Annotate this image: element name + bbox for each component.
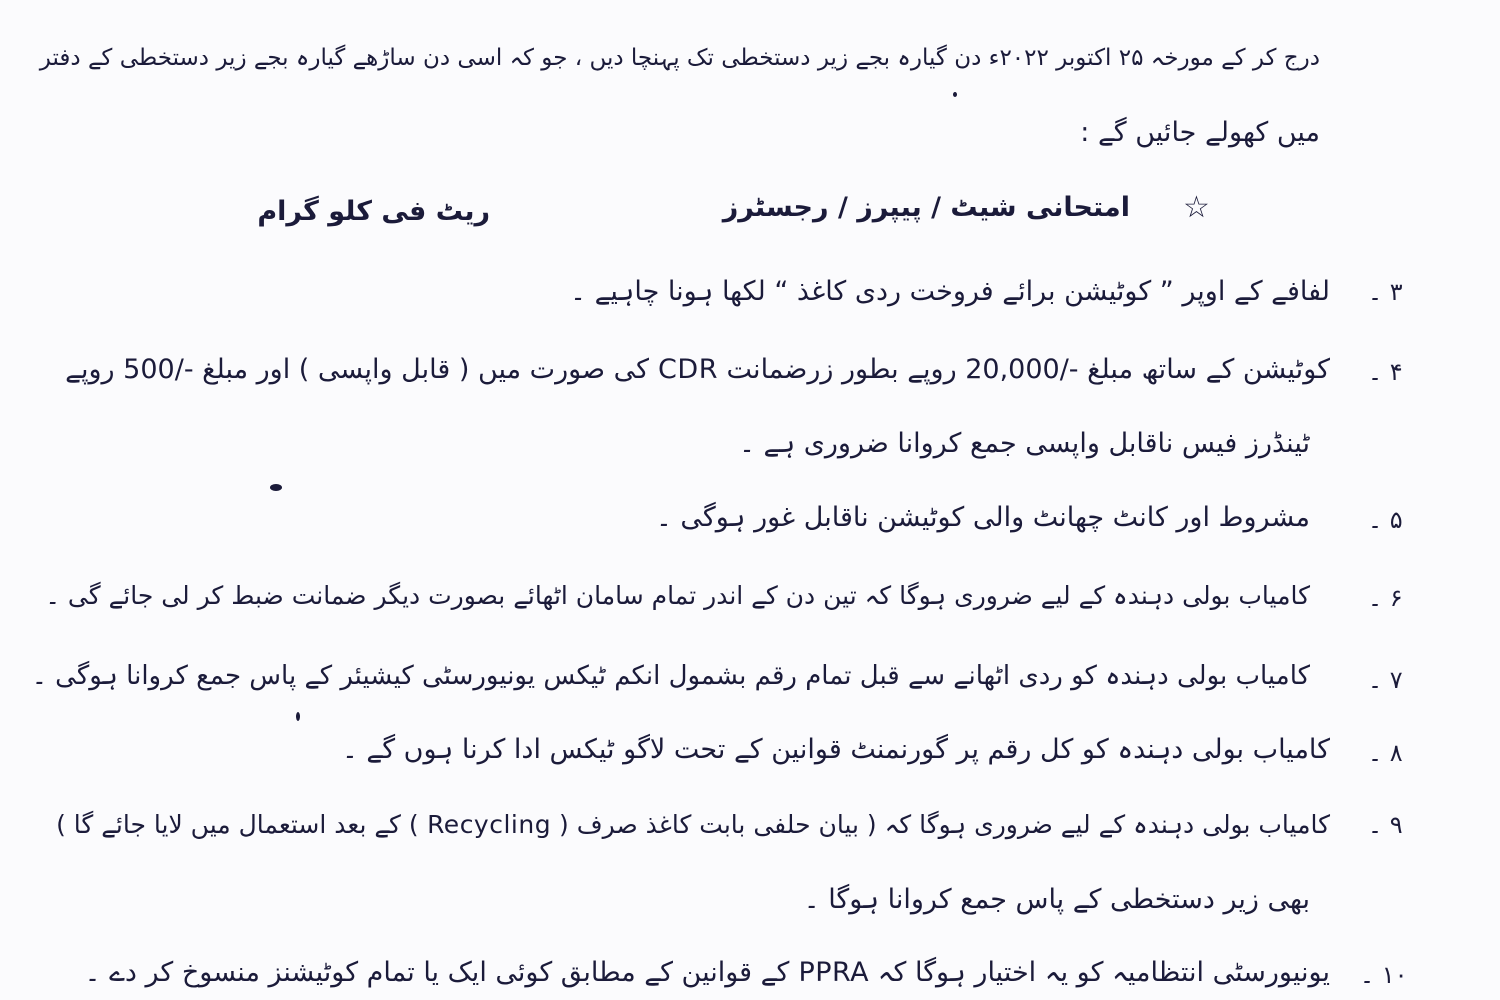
clause-number: ۷ ۔	[1368, 666, 1403, 694]
scan-speck	[270, 484, 282, 491]
rate-heading: ریٹ فی کلو گرام	[257, 196, 490, 227]
clause-3-line-1: لفافے کے اوپر ” کوٹیشن برائے فروخت ردی کاغذ “ لکھا ہونا چاہیے ۔	[570, 276, 1330, 307]
clause-number: ۳ ۔	[1368, 278, 1403, 306]
clause-number: ۴ ۔	[1368, 358, 1403, 386]
scan-speck	[296, 712, 300, 721]
clause-6-line-1: کامیاب بولی دہندہ کے لیے ضروری ہوگا کہ تین دن کے اندر تمام سامان اٹھائے بصورت دیگر ضمانت ضبط کر لی جائے گی ۔	[45, 581, 1310, 610]
clause-7-line-1: کامیاب بولی دہندہ کو ردی اٹھانے سے قبل تمام رقم بشمول انکم ٹیکس یونیورسٹی کیشیئر کے پاس جمع کروانا ہوگی ۔	[31, 661, 1310, 691]
clause-number: ۸ ۔	[1368, 739, 1403, 767]
item-heading: امتحانی شیٹ / پیپرز / رجسٹرز	[722, 192, 1130, 223]
star-icon: ☆	[1183, 190, 1210, 225]
intro-line-1: درج کر کے مورخہ ۲۵ اکتوبر ۲۰۲۲ء دن گیارہ بجے زیر دستخطی تک پہنچا دیں ، جو کہ اسی دن ساڑھے گیارہ بجے زیر دستخطی کے دفتر	[39, 45, 1320, 71]
clause-10-line-1: یونیورسٹی انتظامیہ کو یہ اختیار ہوگا کہ PPRA کے قوانین کے مطابق کوئی ایک یا تمام کوٹیشنز منسوخ کر دے ۔	[84, 957, 1330, 988]
clause-number: ۹ ۔	[1368, 811, 1403, 839]
clause-9-line-1: کامیاب بولی دہندہ کے لیے ضروری ہوگا کہ ( بیان حلفی بابت کاغذ صرف ( Recycling ) کے بعد استعمال میں لایا جائے گا )	[56, 810, 1330, 839]
clause-8-line-1: کامیاب بولی دہندہ کو کل رقم پر گورنمنٹ قوانین کے تحت لاگو ٹیکس ادا کرنا ہوں گے ۔	[342, 734, 1330, 765]
clause-number: ۵ ۔	[1368, 506, 1403, 534]
clause-5-line-1: مشروط اور کانٹ چھانٹ والی کوٹیشن ناقابل غور ہوگی ۔	[655, 502, 1310, 533]
clause-4-line-1: کوٹیشن کے ساتھ مبلغ -/20,000 روپے بطور زرضمانت CDR کی صورت میں ( قابل واپسی ) اور مبلغ -/500 روپے	[65, 354, 1330, 385]
clause-number: ۱۰ ۔	[1360, 961, 1408, 989]
clause-9-line-2: بھی زیر دستخطی کے پاس جمع کروانا ہوگا ۔	[803, 884, 1310, 915]
clause-number: ۶ ۔	[1368, 584, 1403, 612]
intro-line-2: میں کھولے جائیں گے :	[1080, 117, 1320, 148]
clause-4-line-2: ٹینڈرز فیس ناقابل واپسی جمع کروانا ضروری ہے ۔	[739, 428, 1310, 459]
scan-speck	[953, 92, 957, 97]
